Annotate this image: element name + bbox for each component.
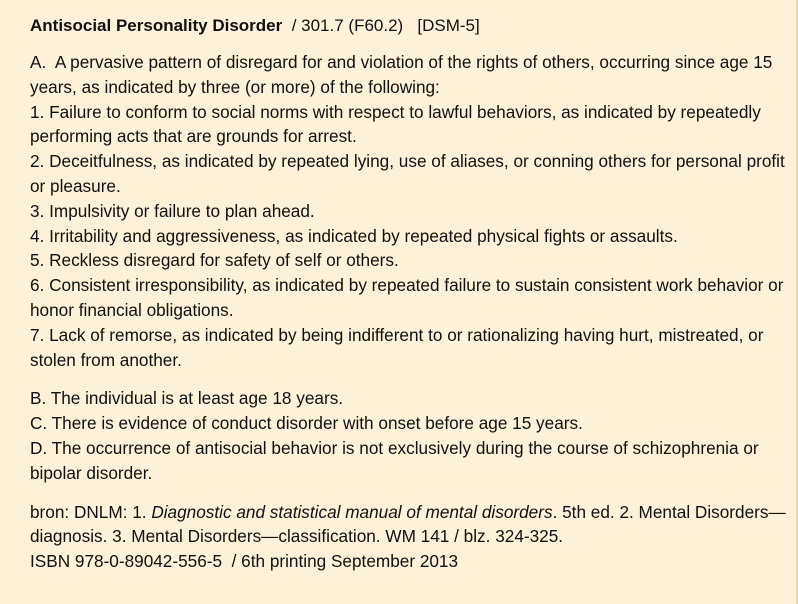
document-title: Antisocial Personality Disorder	[30, 16, 283, 35]
source-isbn: ISBN 978-0-89042-556-5 / 6th printing September 2013	[30, 551, 459, 572]
spacer	[30, 372, 786, 386]
list-item: 2. Deceitfulness, as indicated by repeated lying, use of aliases, or conning others for personal profit or pleasure.	[30, 151, 785, 196]
source-details: . 5th ed. 2. Mental Disorders—diagnosis. 3. Mental Disorders—classification. WM 141 / blz. 324-325.	[30, 501, 786, 547]
source-citation	[30, 500, 786, 550]
criterion-c: C. There is evidence of conduct disorder with onset before age 15 years.	[30, 413, 583, 434]
criterion-a-list	[30, 100, 786, 373]
criterion-d: D. The occurrence of antisocial behavior is not exclusively during the course of schizophrenia or bipolar disorder.	[30, 437, 759, 483]
list-item: 7. Lack of remorse, as indicated by being indifferent to or rationalizing having hurt, mistreated, or stolen from another.	[30, 324, 764, 370]
criteria-bcd-list	[30, 386, 786, 485]
criteria-body	[30, 50, 786, 574]
source-prefix: bron: DNLM: 1.	[30, 501, 152, 522]
source-book-title: Diagnostic and statistical manual of mental disorders	[151, 501, 553, 522]
spacer	[30, 486, 786, 500]
edition-label: [DSM-5]	[403, 16, 480, 35]
title-line	[30, 14, 786, 38]
list-item: 4. Irritability and aggressiveness, as indicated by repeated physical fights or assaults.	[30, 225, 678, 246]
list-item: 3. Impulsivity or failure to plan ahead.	[30, 200, 315, 221]
criterion-b: B. The individual is at least age 18 years.	[30, 388, 344, 409]
criterion-a-intro: A. A pervasive pattern of disregard for and violation of the rights of others, occurring since age 15 years, as indicated by three (or more) of the following:	[30, 52, 778, 97]
list-item: 6. Consistent irresponsibility, as indicated by repeated failure to sustain consistent work behavior or honor financial obligations.	[30, 275, 784, 320]
diagnostic-code: / 301.7 (F60.2)	[282, 16, 404, 35]
list-item: 5. Reckless disregard for safety of self or others.	[30, 250, 399, 271]
list-item: 1. Failure to conform to social norms with respect to lawful behaviors, as indicated by repeatedly performing acts that are grounds for arrest.	[30, 101, 761, 147]
